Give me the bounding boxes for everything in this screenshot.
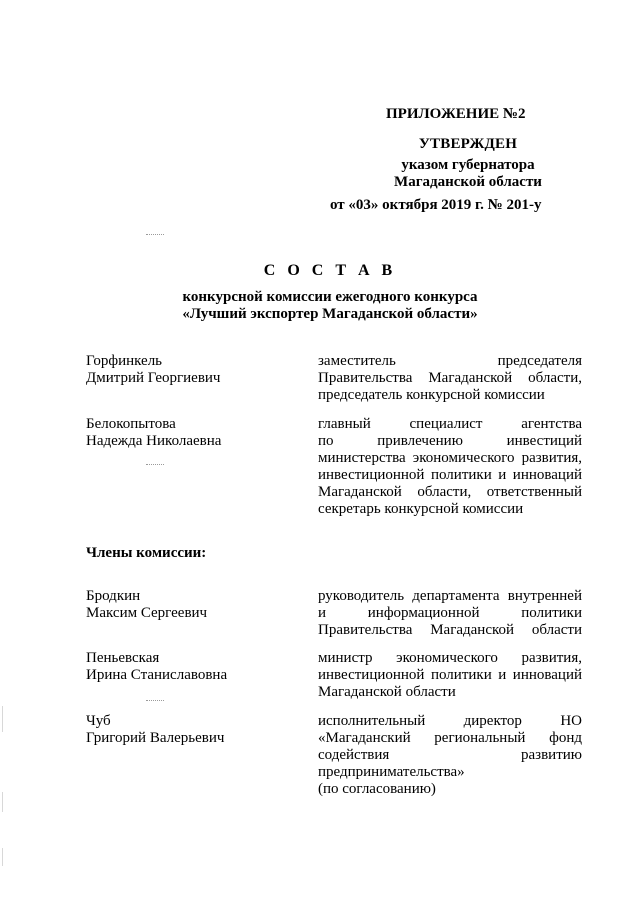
person-role [318,713,582,798]
role-line: Магаданской области, ответственный [318,484,582,500]
person-surname: Горфинкель [86,353,163,369]
person-surname: Чуб [86,713,111,729]
role-line: и информационной политики [318,605,582,621]
person-given-name: Надежда Николаевна [86,433,222,449]
role-line: Правительства Магаданской области [318,622,582,638]
role-line: заместитель председателя [318,353,582,369]
person-role [318,588,582,639]
person-given-name: Ирина Станиславовна [86,667,228,683]
person-given-name: Дмитрий Георгиевич [86,370,221,386]
role-line: исполнительный директор НО [318,713,582,729]
role-line: главный специалист агентства [318,416,582,432]
decree-date: от «03» октября 2019 г. № 201-у [330,197,542,213]
person-name [86,650,266,684]
scan-margin-mark [2,848,3,866]
role-line: Правительства Магаданской области, [318,370,582,386]
appendix-label: ПРИЛОЖЕНИЕ №2 [386,106,526,122]
person-role [318,416,582,518]
approval-block [350,136,586,191]
title-subtitle-line: «Лучший экспортер Магаданской области» [182,306,478,322]
scan-margin-mark [2,792,3,812]
role-line: предпринимательства» [318,764,465,780]
role-line: министр экономического развития, [318,650,582,666]
person-surname: Бродкин [86,588,141,604]
role-line: председатель конкурсной комиссии [318,387,545,403]
approved-line: Магаданской области [394,174,542,190]
members-heading: Члены комиссии: [86,545,207,561]
approved-line: указом губернатора [401,157,535,173]
role-line: министерства экономического развития, [318,450,582,466]
scan-speck [146,234,164,237]
person-surname: Белокопытова [86,416,176,432]
person-name [86,416,266,450]
scan-margin-mark [2,706,3,732]
role-line: (по согласованию) [318,781,436,797]
document-title [120,262,540,323]
person-given-name: Григорий Валерьевич [86,730,225,746]
scan-speck [146,464,164,467]
role-line: секретарь конкурсной комиссии [318,501,524,517]
role-line: содействия развитию [318,747,582,763]
role-line: по привлечению инвестиций [318,433,582,449]
role-line: руководитель департамента внутренней [318,588,582,604]
title-main: С О С Т А В [263,262,397,279]
role-line: инвестиционной политики и инноваций [318,667,582,683]
person-role [318,353,582,404]
approved-title: УТВЕРЖДЕН [418,136,518,152]
person-name [86,713,266,747]
role-line: «Магаданский региональный фонд [318,730,582,746]
person-role [318,650,582,701]
role-line: инвестиционной политики и инноваций [318,467,582,483]
person-name [86,353,266,387]
title-subtitle-line: конкурсной комиссии ежегодного конкурса [182,289,478,305]
scan-speck [146,700,164,703]
person-name [86,588,266,622]
person-surname: Пеньевская [86,650,160,666]
role-line: Магаданской области [318,684,456,700]
person-given-name: Максим Сергеевич [86,605,208,621]
